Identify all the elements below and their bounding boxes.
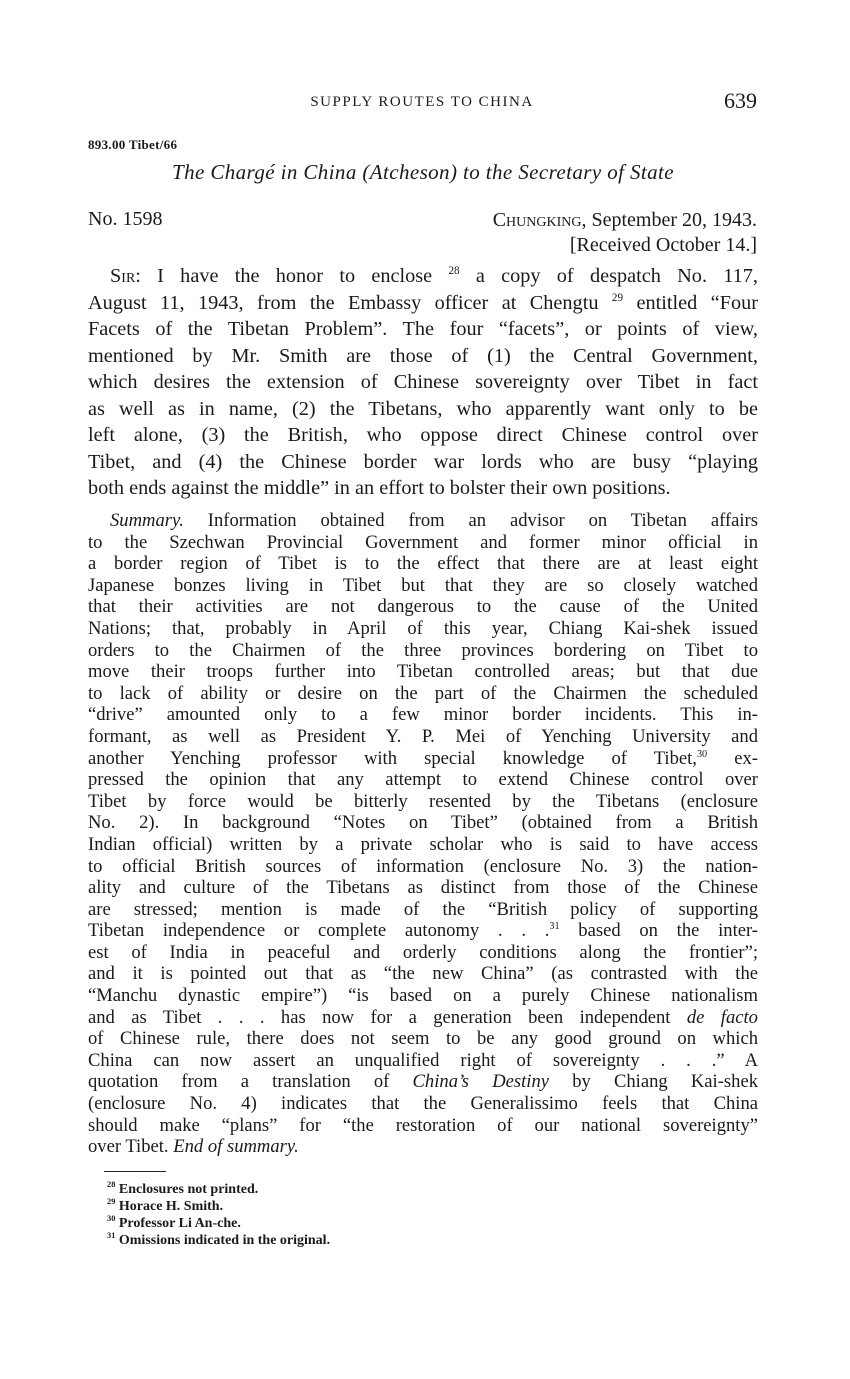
text-line: pressed the opinion that any attempt to extend Chinese control over: [88, 769, 758, 791]
place-date-block: [493, 208, 757, 258]
text-line: to official British sources of information (enclosure No. 3) the nation-: [88, 855, 758, 877]
dateline-place: Chungking: [492, 209, 582, 231]
text-line: Tibet, and (4) the Chinese border war lords who are busy “playing: [88, 450, 758, 473]
text-line: that their activities are not dangerous to the cause of the United: [88, 596, 758, 618]
page-number: 639: [724, 88, 757, 113]
document-title: The Chargé in China (Atcheson) to the Secretary of State: [171, 160, 674, 184]
text-line: move their troops further into Tibetan controlled areas; but that due: [88, 661, 758, 683]
text-line: which desires the extension of Chinese sovereignty over Tibet in fact: [88, 371, 758, 393]
footnote: $^{29}$ Horace H. Smith.: [107, 1197, 224, 1214]
running-title: SUPPLY ROUTES TO CHINA: [310, 94, 534, 110]
text-line: and as Tibet . . . has now for a generation been independent de facto: [88, 1006, 758, 1028]
text-line: both ends against the middle” in an effort to bolster their own positions.: [88, 477, 671, 499]
text-line: left alone, (3) the British, who oppose direct Chinese control over: [88, 424, 758, 446]
footnote-ref: 28: [448, 265, 460, 278]
text-line: (enclosure No. 4) indicates that the Generalissimo feels that China: [88, 1093, 758, 1115]
text-line: are stressed; mention is made of the “British policy of supporting: [88, 898, 758, 920]
text-line: No. 2). In background “Notes on Tibet” (obtained from a British: [88, 812, 758, 834]
text-line: mentioned by Mr. Smith are those of (1) the Central Government,: [88, 344, 758, 367]
text-line: “drive” amounted only to a few minor border incidents. This in-: [88, 704, 758, 726]
footnote-divider: [104, 1171, 166, 1172]
text-line: to the Szechwan Provincial Government and former minor official in: [88, 531, 758, 553]
text-line: should make “plans” for “the restoration of our national sovereignty”: [88, 1114, 758, 1136]
text-line: Tibet by force would be bitterly resented by the Tibetans (enclosure: [88, 790, 758, 812]
text-line: quotation from a translation of China’s Destiny by Chiang Kai-shek: [88, 1071, 758, 1093]
text-line: Tibetan independence or complete autonomy . . .$^{31}$ based on the inter-: [88, 920, 758, 942]
text-line: Japanese bonzes living in Tibet but that they are so closely watched: [88, 574, 758, 596]
text-line: ality and culture of the Tibetans as distinct from those of the Chinese: [88, 877, 758, 899]
file-reference: 893.00 Tibet/66: [88, 137, 178, 152]
footnote-ref: 29: [611, 291, 624, 304]
text-line: and it is pointed out that as “the new China” (as contrasted with the: [88, 963, 758, 985]
text-line: Summary. Information obtained from an advisor on Tibetan affairs: [110, 510, 758, 531]
text-line: over Tibet. End of summary.: [88, 1136, 299, 1158]
text-line: Sir: I have the honor to enclose $^{28}$ a copy of despatch No. 117,: [110, 265, 759, 287]
footnote-ref: 31: [549, 921, 560, 933]
received-date: [Received October 14.]: [569, 234, 757, 256]
summary-paragraph: [88, 510, 758, 1158]
text-line: August 11, 1943, from the Embassy officer at Chengtu $^{29}$ entitled “Four: [88, 291, 758, 314]
text-line: Indian official) written by a private scholar who is said to have access: [88, 833, 758, 855]
dateline: [493, 208, 757, 233]
text-line: as well as in name, (2) the Tibetans, who apparently want only to be: [88, 397, 758, 420]
summary-label: Summary.: [110, 510, 184, 531]
text-line: orders to the Chairmen of the three provinces bordering on Tibet to: [88, 639, 758, 661]
text-line: est of India in peaceful and orderly conditions along the frontier”;: [88, 941, 758, 963]
text-line: China can now assert an unqualified right of sovereignty . . .” A: [88, 1049, 758, 1071]
salutation: Sir: [110, 265, 136, 287]
footnotes: [107, 1181, 330, 1249]
text-line: to lack of ability or desire on the part of the Chairmen the scheduled: [88, 682, 758, 704]
text-line: “Manchu dynastic empire”) “is based on a purely Chinese nationalism: [88, 985, 758, 1007]
dateline-date: , September 20, 1943.: [581, 209, 757, 231]
letter-body: [88, 263, 758, 502]
text-line: of Chinese rule, there does not seem to be any good ground on which: [88, 1028, 758, 1050]
footnote: $^{30}$ Professor Li An-che.: [107, 1214, 241, 1231]
footnote: $^{28}$ Enclosures not printed.: [107, 1180, 259, 1197]
running-head: [87, 88, 757, 118]
footnote: $^{31}$ Omissions indicated in the original.: [107, 1231, 331, 1248]
text-line: a border region of Tibet is to the effect that there are at least eight: [88, 553, 758, 575]
text-line: Nations; that, probably in April of this year, Chiang Kai-shek issued: [88, 617, 758, 639]
summary-end-label: End of summary.: [173, 1136, 299, 1158]
text-line: formant, as well as President Y. P. Mei of Yenching University and: [88, 725, 758, 747]
document-number: No. 1598: [88, 208, 163, 230]
text-line: another Yenching professor with special knowledge of Tibet,$^{30}$ ex-: [88, 747, 758, 769]
text-line: Facets of the Tibetan Problem”. The four “facets”, or points of view,: [88, 318, 758, 340]
footnote-ref: 30: [696, 748, 708, 760]
